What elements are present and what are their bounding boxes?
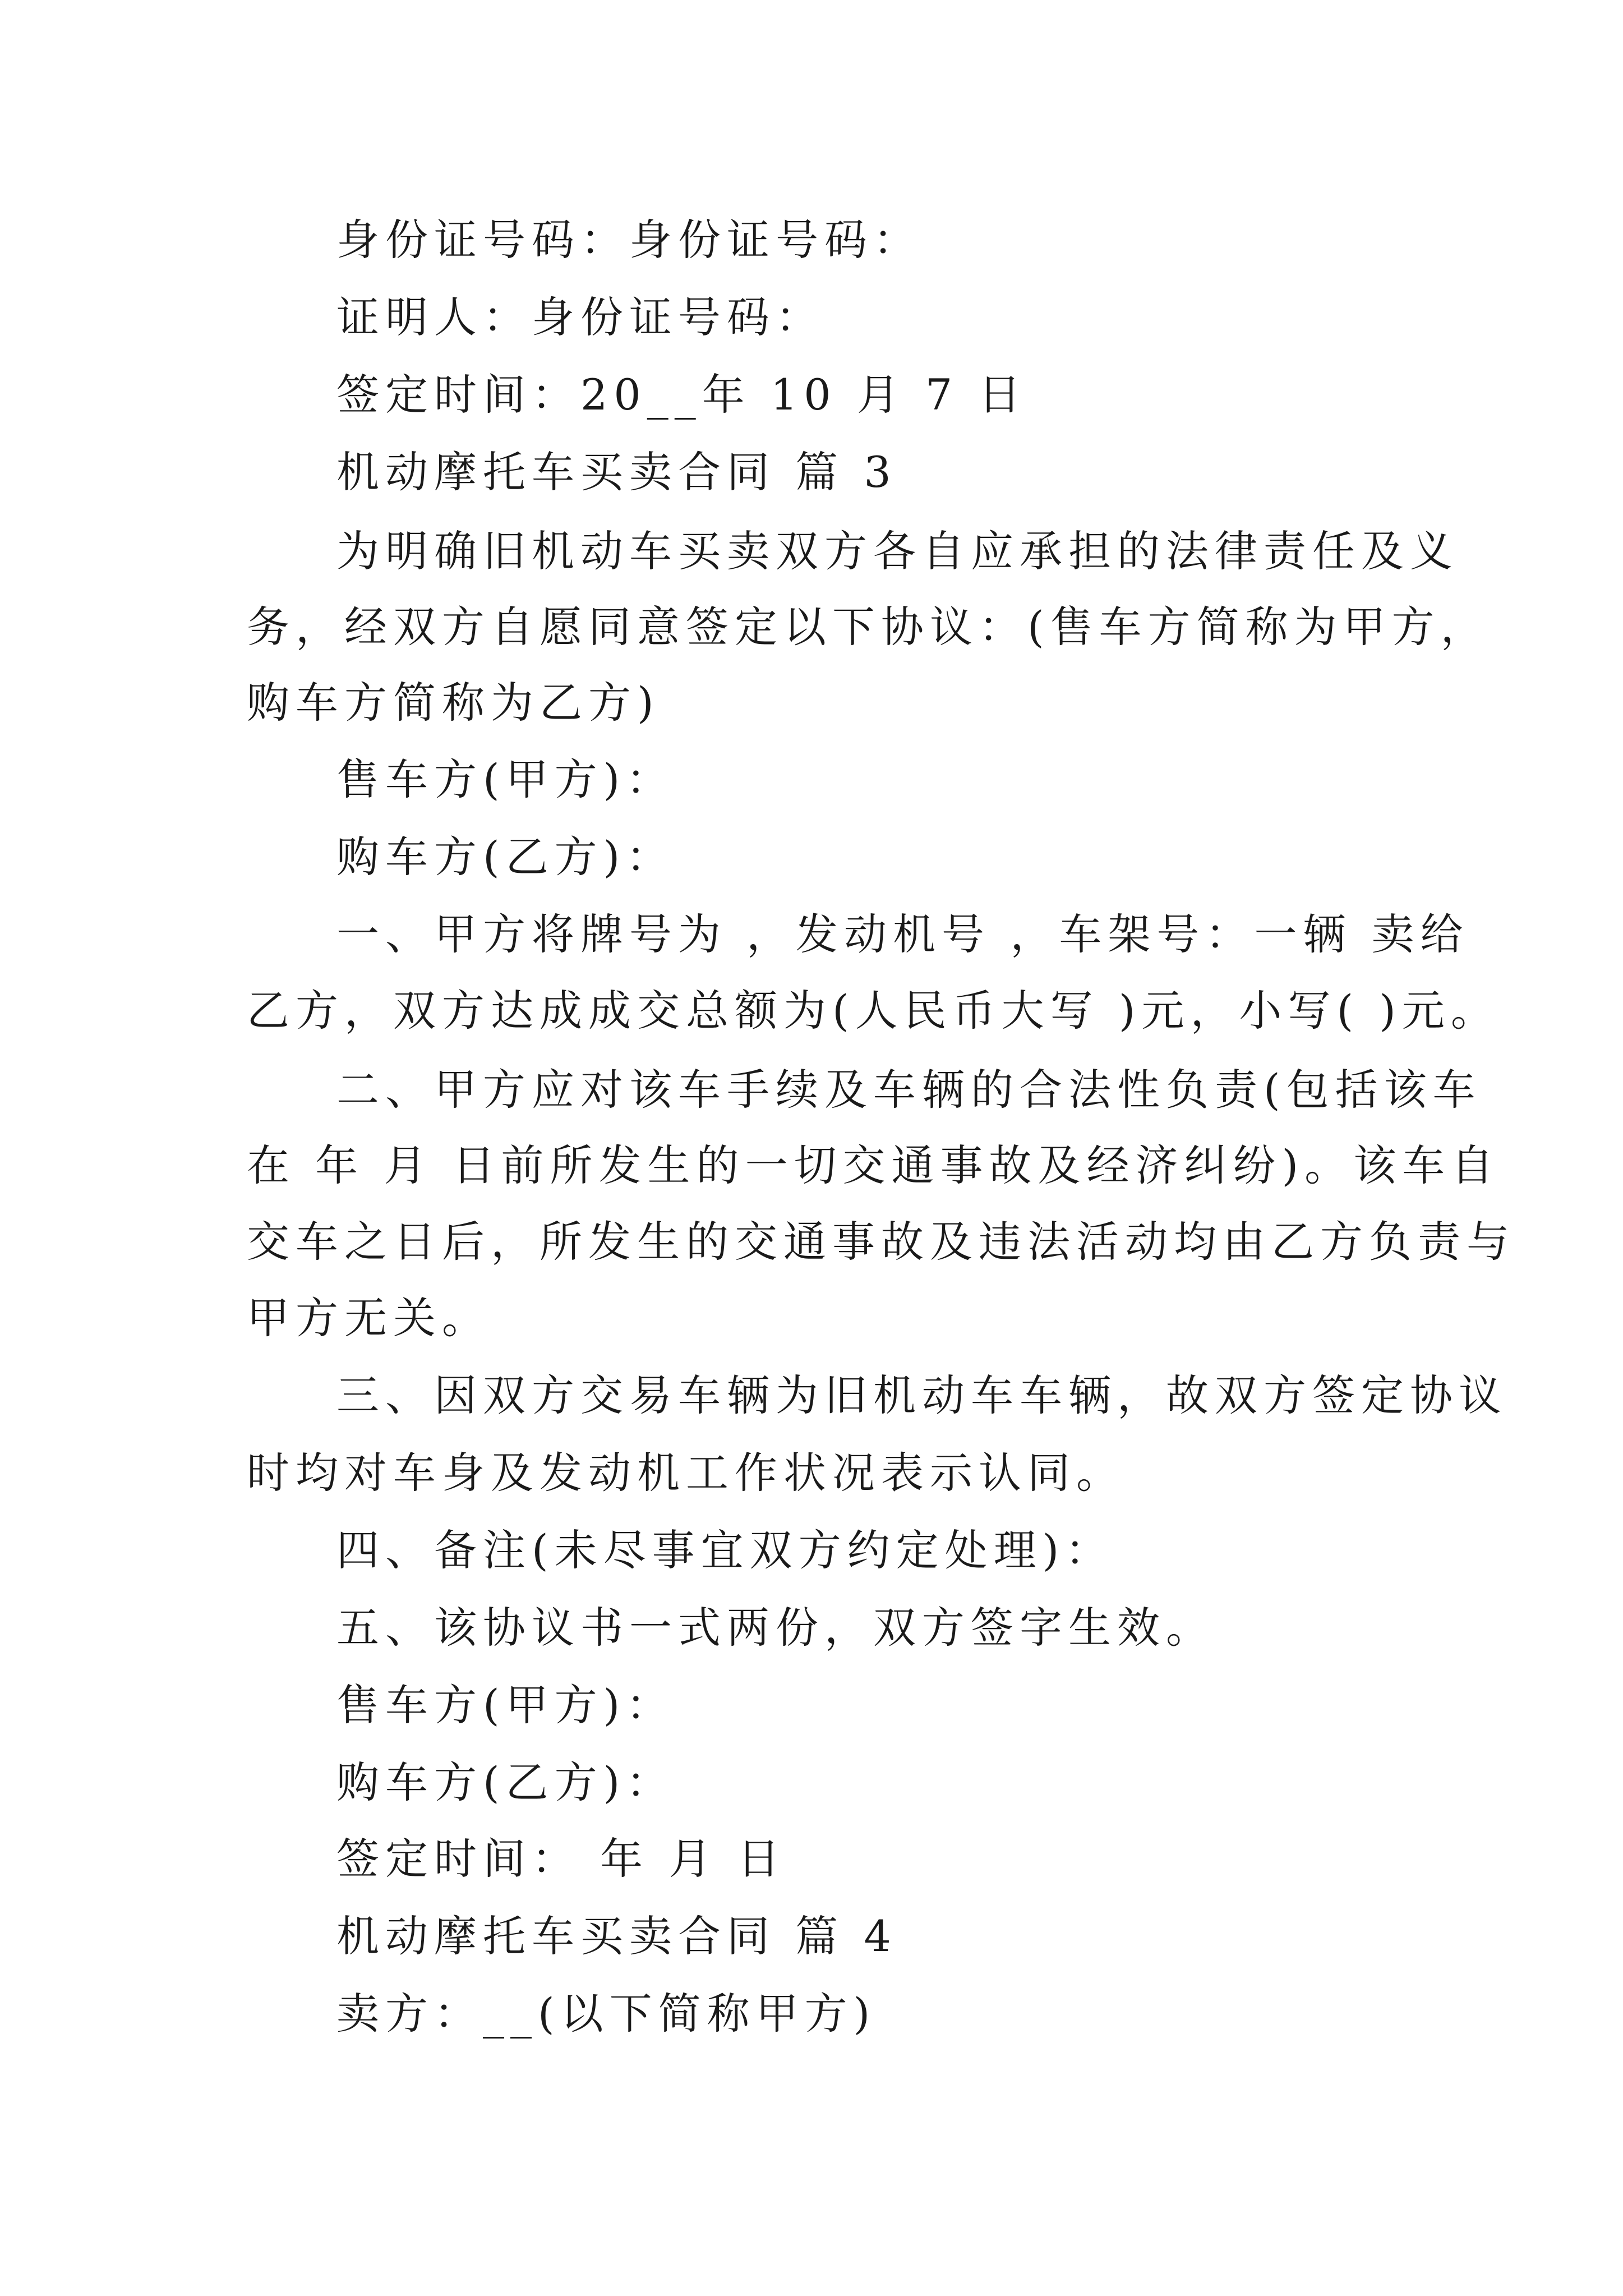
text-line: 签定时间： 年 月 日 <box>336 1834 786 1884</box>
text-line: 售车方(甲方)： <box>336 1680 675 1730</box>
text-line: 证明人：身份证号码： <box>336 292 824 342</box>
section-heading: 机动摩托车买卖合同 篇 4 <box>336 1911 897 1961</box>
text-line: 签定时间：20__年 10 月 7 日 <box>336 370 1027 420</box>
text-line: 购车方简称为乙方) <box>247 678 660 728</box>
text-line: 售车方(甲方)： <box>336 754 675 804</box>
text-line: 卖方：__(以下简称甲方) <box>336 1989 877 2039</box>
text-line: 身份证号码：身份证号码： <box>336 215 922 265</box>
text-line: 五、该协议书一式两份，双方签字生效。 <box>336 1603 1215 1653</box>
text-line: 四、备注(未尽事宜双方约定处理)： <box>336 1525 1114 1575</box>
text-line: 时均对车身及发动机工作状况表示认同。 <box>247 1448 1125 1498</box>
text-line: 三、因双方交易车辆为旧机动车车辆，故双方签定协议 <box>336 1370 1507 1420</box>
text-line: 为明确旧机动车买卖双方各自应承担的法律责任及义 <box>336 526 1459 576</box>
section-heading: 机动摩托车买卖合同 篇 3 <box>336 447 897 497</box>
text-line: 务，经双方自愿同意签定以下协议：(售车方简称为甲方， <box>247 602 1490 652</box>
text-line: 一、甲方将牌号为 ，发动机号 ，车架号：一辆 卖给 <box>336 909 1469 959</box>
text-line: 交车之日后，所发生的交通事故及违法活动均由乙方负责与 <box>247 1217 1515 1267</box>
text-line: 在 年 月 日前所发生的一切交通事故及经济纠纷)。该车自 <box>247 1140 1500 1190</box>
text-line: 乙方，双方达成成交总额为(人民币大写 )元，小写( )元。 <box>247 986 1500 1036</box>
text-line: 购车方(乙方)： <box>336 1757 675 1807</box>
text-line: 购车方(乙方)： <box>336 832 675 882</box>
text-line: 甲方无关。 <box>247 1293 491 1343</box>
text-line: 二、甲方应对该车手续及车辆的合法性负责(包括该车 <box>336 1065 1482 1115</box>
